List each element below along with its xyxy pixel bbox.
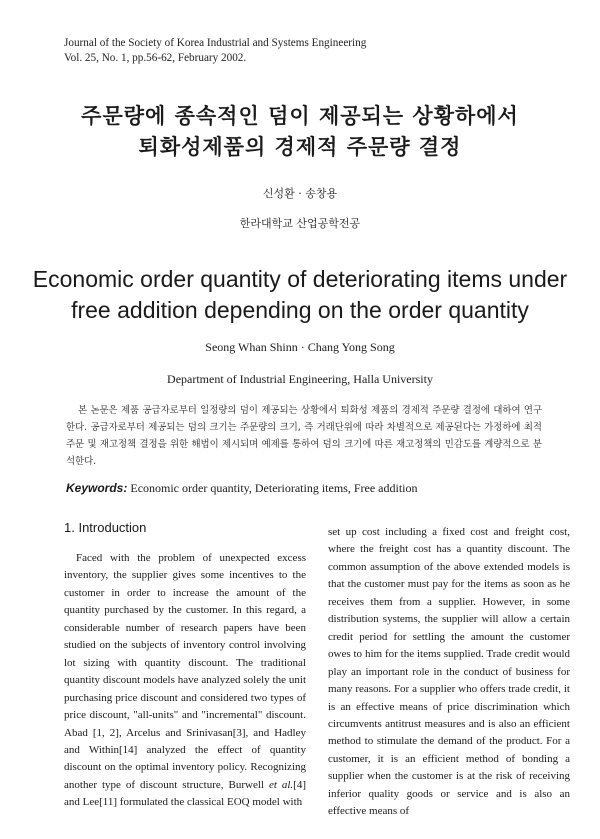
english-authors: Seong Whan Shinn · Chang Yong Song <box>205 340 395 354</box>
et-al: et al. <box>268 778 294 791</box>
english-title-line1: Economic order quantity of deteriorating items under <box>32 266 568 292</box>
intro-text-left: Faced with the problem of unexpected excess inventory, the supplier gives some incentives to the customer in order to increase the amount of the quantity purchased by the customer. In this regard, a considerable number of research papers have been studied on the subjects of inventory control involving lot sizing with quantity discount. The traditional quantity discount models have analyzed solely the unit purchasing price discount and considered two types of price discount, "all-units" and "incremental" discount. Abad [1, 2], Arcelus and Srinivasan[3], and Hadley and Within[14] analyzed the effect of quantity discount on the optimal inventory policy. Recognizing another type of discount structure, Burwell <box>64 552 306 791</box>
intro-text-left-end: [4] and Lee[11] formulated the classical EOQ model with <box>64 778 306 809</box>
section-heading: 1. Introduction <box>64 520 147 535</box>
journal-citation <box>64 36 366 66</box>
right-column <box>328 524 570 821</box>
english-affiliation: Department of Industrial Engineering, Halla University <box>167 372 433 386</box>
intro-paragraph-left <box>64 550 306 812</box>
journal-volume: Vol. 25, No. 1, pp.56-62, February 2002. <box>64 52 247 64</box>
korean-authors: 신성환 · 송창용 <box>262 187 338 200</box>
korean-title-line1: 주문량에 종속적인 덤이 제공되는 상황하에서 <box>81 103 519 128</box>
english-title-line2: free addition depending on the order quantity <box>71 297 529 323</box>
keywords-text: Economic order quantity, Deteriorating items, Free addition <box>130 481 418 495</box>
journal-name: Journal of the Society of Korea Industrial and Systems Engineering <box>64 37 367 49</box>
intro-paragraph-right: set up cost including a fixed cost and freight cost, where the freight cost has a quantity discount. The common assumption of the above extended models is that the customer must pay for the items as soon as he receives them from a supplier. However, in some distribution systems, the supplier will allow a certain credit period for settling the amount the customer owes to him for the items supplied. Trade credit would play an important role in the conduct of business for many reasons. For a supplier who offers trade credit, it is an effective means of price discrimination which circumvents antitrust measures and is also an efficient method to stimulate the demand of the product. For a customer, it is an efficient method of bonding a supplier when the customer is at the risk of receiving inferior quality goods or service and is also an effective means of <box>328 526 570 818</box>
english-title <box>0 264 600 326</box>
korean-abstract: 본 논문은 제품 공급자로부터 일정량의 덤이 제공되는 상황에서 퇴화성 제품의 경제적 주문량 결정에 대하여 연구한다. 공급자로부터 제공되는 덤의 크기는 주문량의 크기, 즉 거래단위에 따라 차별적으로 제공된다는 가정하에 최적주문 및 재고정책 결정을 위한 해법이 제시되며 예제를 통하여 덤의 크기에 따른 재고정책의 민감도를 계량적으로 분석한다. <box>66 405 542 467</box>
keywords <box>66 481 418 496</box>
korean-title <box>0 100 600 162</box>
keywords-label: Keywords: <box>66 481 128 495</box>
left-column <box>64 550 306 812</box>
korean-affiliation: 한라대학교 산업공학전공 <box>239 217 361 230</box>
korean-title-line2: 퇴화성제품의 경제적 주문량 결정 <box>138 134 462 159</box>
